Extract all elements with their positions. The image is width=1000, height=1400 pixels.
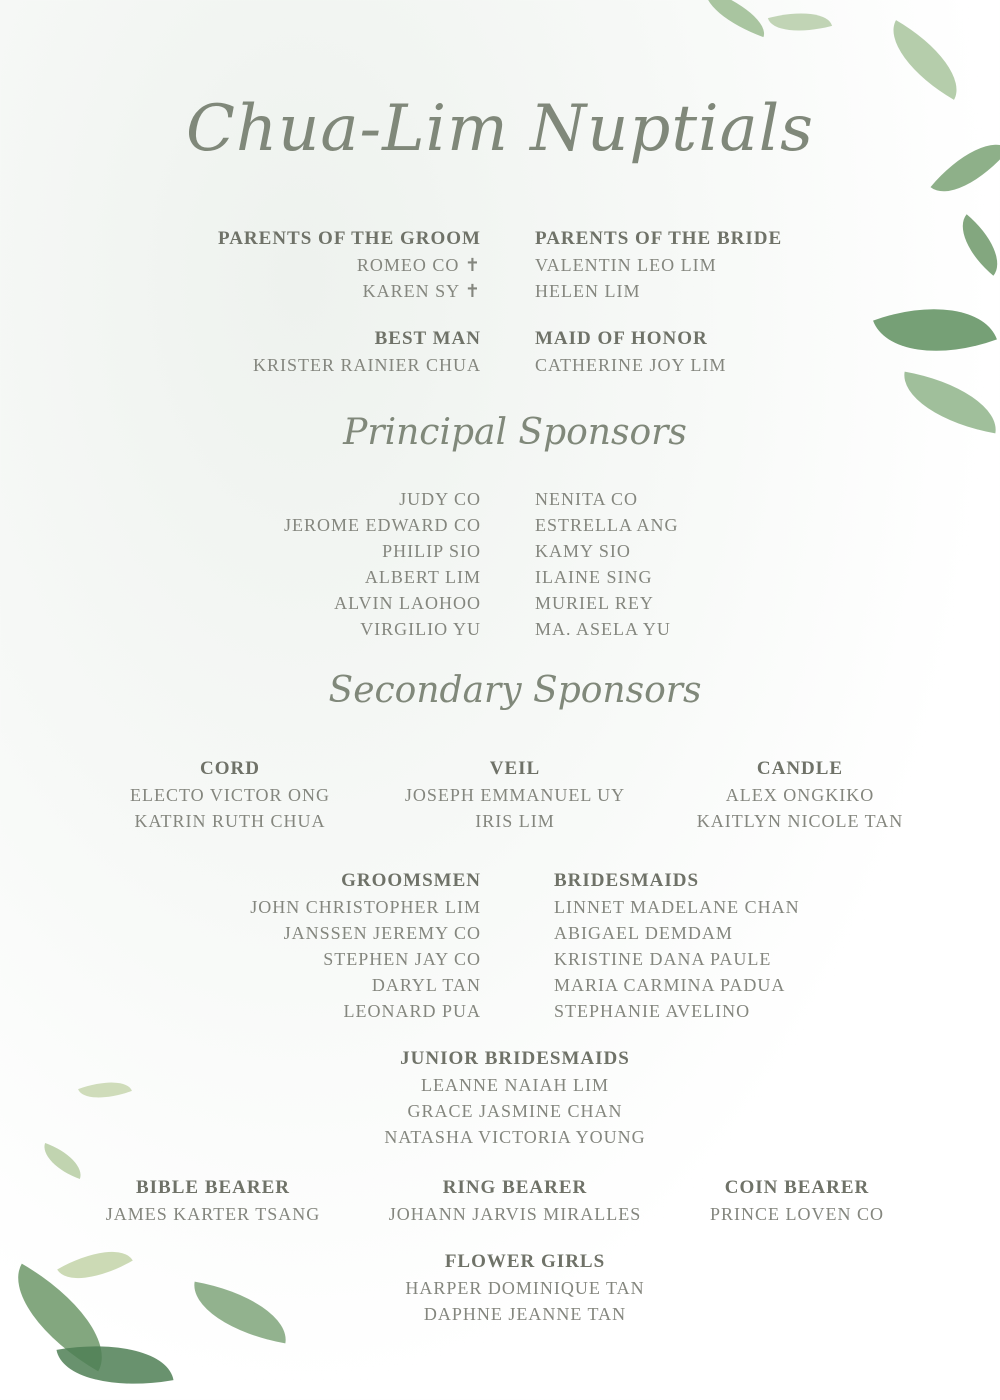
candle-sponsors: [650, 756, 950, 834]
name: STEPHANIE AVELINO: [554, 1001, 751, 1021]
name: JANSSEN JEREMY CO: [283, 923, 481, 943]
name: JAMES KARTER TSANG: [105, 1204, 321, 1224]
name: JOHANN JARVIS MIRALLES: [388, 1204, 642, 1224]
secondary-sponsors-heading: Secondary Sponsors: [328, 670, 702, 711]
name: ELECTO VICTOR ONG: [129, 785, 330, 805]
parents-of-bride: [535, 226, 782, 304]
ring-bearer: [365, 1175, 665, 1227]
name: KRISTINE DANA PAULE: [554, 949, 772, 969]
name: KRISTER RAINIER CHUA: [252, 355, 481, 375]
page-title: Chua-Lim Nuptials: [185, 92, 815, 166]
name: VIRGILIO YU: [360, 619, 481, 639]
name: ILAINE SING: [535, 567, 653, 587]
name: JUDY CO: [399, 489, 481, 509]
groomsmen: [250, 868, 481, 1024]
junior-bridesmaids: [365, 1046, 665, 1150]
flower-girls: [375, 1249, 675, 1327]
name: STEPHEN JAY CO: [323, 949, 481, 969]
name: JOHN CHRISTOPHER LIM: [250, 897, 481, 917]
section-heading: BEST MAN: [374, 328, 481, 349]
section-heading: CANDLE: [756, 758, 844, 779]
principal-sponsors-right: [535, 486, 679, 642]
name: ALEX ONGKIKO: [725, 785, 875, 805]
name: VALENTIN LEO LIM: [535, 255, 717, 275]
name: KAITLYN NICOLE TAN: [696, 811, 904, 831]
section-heading: PARENTS OF THE GROOM: [218, 228, 481, 249]
section-heading: VEIL: [489, 758, 541, 779]
principal-sponsors-heading: Principal Sponsors: [343, 412, 687, 453]
name: ALBERT LIM: [364, 567, 481, 587]
name: ROMEO CO ✝: [356, 255, 481, 275]
name: MURIEL REY: [535, 593, 654, 613]
name: ABIGAEL DEMDAM: [554, 923, 733, 943]
section-heading: JUNIOR BRIDESMAIDS: [400, 1048, 630, 1069]
parents-of-groom: [218, 226, 481, 304]
name: PHILIP SIO: [382, 541, 481, 561]
name: CATHERINE JOY LIM: [535, 355, 727, 375]
name: LEANNE NAIAH LIM: [421, 1075, 609, 1095]
name: PRINCE LOVEN CO: [709, 1204, 884, 1224]
name: IRIS LIM: [475, 811, 555, 831]
section-heading: BRIDESMAIDS: [554, 870, 700, 891]
name: KAMY SIO: [535, 541, 631, 561]
name: LINNET MADELANE CHAN: [554, 897, 800, 917]
section-heading: RING BEARER: [442, 1177, 588, 1198]
section-heading: GROOMSMEN: [341, 870, 481, 891]
section-heading: PARENTS OF THE BRIDE: [535, 228, 783, 249]
name: MARIA CARMINA PADUA: [554, 975, 786, 995]
cord-sponsors: [80, 756, 380, 834]
name: GRACE JASMINE CHAN: [407, 1101, 623, 1121]
name: KATRIN RUTH CHUA: [134, 811, 326, 831]
section-heading: CORD: [200, 758, 260, 779]
name: ESTRELLA ANG: [535, 515, 679, 535]
section-heading: MAID OF HONOR: [535, 328, 708, 349]
bible-bearer: [63, 1175, 363, 1227]
name: LEONARD PUA: [343, 1001, 481, 1021]
name: JEROME EDWARD CO: [283, 515, 481, 535]
name: ALVIN LAOHOO: [334, 593, 481, 613]
section-heading: FLOWER GIRLS: [444, 1251, 606, 1272]
section-heading: BIBLE BEARER: [135, 1177, 291, 1198]
name: KAREN SY ✝: [362, 281, 481, 301]
name: HARPER DOMINIQUE TAN: [405, 1278, 645, 1298]
bridesmaids: [554, 868, 800, 1024]
principal-sponsors-left: [284, 486, 481, 642]
name: DAPHNE JEANNE TAN: [423, 1304, 627, 1324]
name: DARYL TAN: [371, 975, 481, 995]
name: NATASHA VICTORIA YOUNG: [384, 1127, 646, 1147]
coin-bearer: [647, 1175, 947, 1227]
name: JOSEPH EMMANUEL UY: [404, 785, 626, 805]
name: MA. ASELA YU: [535, 619, 671, 639]
veil-sponsors: [365, 756, 665, 834]
name: NENITA CO: [535, 489, 639, 509]
section-heading: COIN BEARER: [724, 1177, 870, 1198]
name: HELEN LIM: [535, 281, 641, 301]
best-man: [253, 326, 481, 378]
maid-of-honor: [535, 326, 726, 378]
